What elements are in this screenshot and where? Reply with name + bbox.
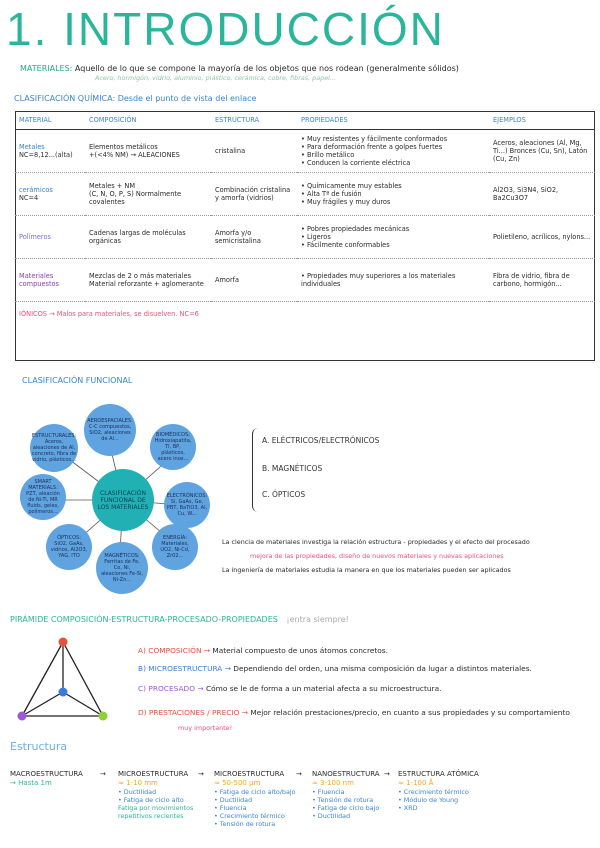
- materiales-line: [20, 64, 459, 74]
- level-name: NANOESTRUCTURA: [312, 770, 380, 778]
- node-energia: ENERGÍA: Materiales, UO2, Ni-Cd, Zr02...: [152, 524, 198, 570]
- cell-material-sub: NC=4: [19, 194, 39, 202]
- header-estructura: ESTRUCTURA: [211, 111, 297, 130]
- cell-material-sub: NC=8,12...(alta): [19, 151, 73, 159]
- level-prop: • Fatiga de ciclo bajo: [312, 804, 380, 812]
- piramide-diagram: [10, 632, 120, 727]
- piramide-key: C) PROCESADO →: [138, 684, 204, 693]
- cell-prop: • Para deformación frente a golpes fuertes: [301, 143, 443, 151]
- clasificacion-quimica-label: CLASIFICACIÓN QUÍMICA: Desde el punto de vista del enlace: [14, 94, 257, 103]
- cell-composicion-sub: +(<4% NM) → ALEACIONES: [89, 151, 180, 159]
- materiales-examples: Acero, hormigón, vidrio, aluminio, plástico, cerámica, cobre, fibras, papel...: [95, 74, 336, 82]
- table-row: [15, 173, 595, 216]
- cell-prop: • Pobres propiedades mecánicas: [301, 225, 410, 233]
- level-name: MICROESTRUCTURA: [118, 770, 189, 778]
- ciencia-text: La ciencia de materiales investiga la relación estructura - propiedades y el efecto del procesado: [222, 538, 530, 546]
- node-biomedicos: BIOMÉDICOS: Hidroxiapatita, Ti, BP, plásticos, acero inox...: [150, 424, 196, 470]
- level-prop: • Fluencia: [312, 788, 345, 796]
- header-propiedades: PROPIEDADES: [297, 111, 489, 130]
- node-opticos: ÓPTICOS: SiO2, GaAs, vidrios, Al2O3, YAG, ITO: [46, 524, 92, 570]
- table-row: [15, 130, 595, 173]
- level-scale: ≈ 50-500 μm: [214, 779, 261, 787]
- level-prop: • Ductilidad: [312, 812, 351, 820]
- piramide-item-a: [138, 646, 388, 655]
- piramide-text: Dependiendo del orden, una misma composición da lugar a distintos materiales.: [233, 664, 532, 673]
- prop-opticos: C. ÓPTICOS: [262, 490, 306, 499]
- level-scale: → Hasta 1m: [10, 779, 52, 787]
- cell-estructura: Amorfa: [211, 259, 297, 302]
- header-composicion: COMPOSICIÓN: [85, 111, 211, 130]
- cell-prop: • Alta Tª de fusión: [301, 190, 362, 198]
- piramide-key: B) MICROESTRUCTURA →: [138, 664, 231, 673]
- piramide-key: D) PRESTACIONES / PRECIO →: [138, 708, 248, 717]
- funcional-center-node: CLASIFICACIÓN FUNCIONAL DE LOS MATERIALES: [92, 469, 154, 531]
- level-scale: ≈ 3-100 nm: [312, 779, 354, 787]
- node-magneticos: MAGNÉTICOS: Ferritas de Fe, Co, Ni, aleaciones Fe-Si, Ni-Zn...: [96, 542, 148, 594]
- cell-composicion: Mezclas de 2 o más materiales: [89, 272, 192, 280]
- cell-composicion-sub: (C, N, O, P, S) Normalmente covalentes: [89, 190, 182, 206]
- cell-composicion-sub: Material reforzante + aglomerante: [89, 280, 204, 288]
- piramide-label: PIRÁMIDE COMPOSICIÓN-ESTRUCTURA-PROCESADO-PROPIEDADES: [10, 615, 278, 624]
- piramide-key: A) COMPOSICIÓN →: [138, 646, 211, 655]
- node-electronicos: ELECTRÓNICOS: Si, GaAs, Ge, PBT, BaTiO3, Al, Cu, W...: [164, 482, 210, 528]
- cell-prop: • Brillo metálico: [301, 151, 355, 159]
- level-prop: Fatiga por movimientos repetitivos recientes: [118, 804, 194, 820]
- estructura-title: Estructura: [10, 740, 68, 753]
- node-estructurales: ESTRUCTURALES: Aceros, aleaciones de Al, concreto, fibra de vidrio, plásticos...: [30, 424, 78, 472]
- materiales-label: MATERIALES:: [20, 64, 73, 73]
- cell-estructura: Amorfa y/o semicristalina: [211, 216, 297, 259]
- level-prop: • Módulo de Young: [398, 796, 459, 804]
- level-prop: • Ductilidad: [214, 796, 253, 804]
- level-prop: • Crecimiento térmico: [398, 788, 469, 796]
- level-prop: • Ductilidad: [118, 788, 157, 796]
- level-prop: • XRD: [398, 804, 418, 812]
- cell-prop: • Ligeros: [301, 233, 331, 241]
- level-scale: ≈ 1-100 Å: [398, 779, 434, 787]
- cell-prop: • Muy frágiles y muy duros: [301, 198, 391, 206]
- propiedades-brace: [252, 428, 261, 512]
- level-scale: ≈ 1-10 mm: [118, 779, 158, 787]
- piramide-text: Mejor relación prestaciones/precio, en cuanto a sus propiedades y su comportamiento: [250, 708, 570, 717]
- level-prop: • Fatiga de ciclo alto: [118, 796, 184, 804]
- piramide-title: [10, 615, 349, 625]
- cell-prop: • Muy resistentes y fácilmente conformados: [301, 135, 448, 143]
- level-name: ESTRUCTURA ATÓMICA: [398, 770, 479, 778]
- level-prop: • Crecimiento térmico: [214, 812, 285, 820]
- cell-prop: • Fácilmente conformables: [301, 241, 390, 249]
- cell-material: Polímeros: [19, 233, 51, 241]
- level-macro: [10, 770, 83, 788]
- ciencia-sub: mejora de las propiedades, diseño de nuevos materiales y nuevas aplicaciones: [250, 552, 504, 560]
- arrow-2: →: [198, 770, 204, 778]
- materiales-text: Aquello de lo que se compone la mayoría de los objetos que nos rodean (generalmente sólidos): [74, 64, 459, 73]
- prop-magneticos: B. MAGNÉTICOS: [262, 464, 323, 473]
- level-nano: [312, 770, 392, 820]
- cell-composicion: Elementos metálicos: [89, 143, 158, 151]
- cell-prop: • Propiedades muy superiores a los materiales individuales: [301, 272, 456, 288]
- ingenieria-text: La ingeniería de materiales estudia la manera en que los materiales pueden ser aplicados: [222, 566, 511, 574]
- node-aeroespaciales: AEROESPACIALES: C-C compuestos, SiO2, aleaciones de Al...: [84, 404, 136, 456]
- node-smart-materials: SMART MATERIALS: PZT, aleación de Ni-Ti, MR fluids, geles, polímeros...: [20, 474, 66, 520]
- level-atomica: [398, 770, 498, 812]
- piramide-item-c: [138, 684, 441, 693]
- page-title: 1. INTRODUCCIÓN: [6, 3, 445, 55]
- clasificacion-table: [15, 111, 595, 326]
- level-prop: • Tensión de rotura: [312, 796, 374, 804]
- level-name: MICROESTRUCTURA: [214, 770, 285, 778]
- header-material: MATERIAL: [15, 111, 85, 130]
- muy-importante-note: muy importante!: [178, 724, 233, 732]
- cell-composicion: Metales + NM: [89, 182, 136, 190]
- piramide-text: Cómo se le de forma a un material afecta a su microestructura.: [205, 684, 442, 693]
- arrow-1: →: [100, 770, 106, 778]
- cell-estructura: Combinación cristalina y amorfa (vidrios): [211, 173, 297, 216]
- cell-material: Metales: [19, 143, 45, 151]
- cell-estructura: cristalina: [211, 130, 297, 173]
- cell-ejemplos: Polietileno, acrílicos, nylons...: [489, 216, 595, 259]
- arrow-4: →: [384, 770, 390, 778]
- header-ejemplos: EJEMPLOS: [489, 111, 595, 130]
- cell-ejemplos: Al2O3, Si3N4, SiO2, Ba2Cu3O7: [489, 173, 595, 216]
- level-prop: • Tensión de rotura: [214, 820, 276, 828]
- arrow-3: →: [296, 770, 302, 778]
- cell-material: Materiales compuestos: [19, 272, 59, 288]
- level-prop: • Fluencia: [214, 804, 247, 812]
- cell-prop: • Conducen la corriente eléctrica: [301, 159, 411, 167]
- cell-ejemplos: Fibra de vidrio, fibra de carbono, hormigón...: [489, 259, 595, 302]
- prop-electricos: A. ELÉCTRICOS/ELECTRÓNICOS: [262, 436, 380, 445]
- table-row: [15, 216, 595, 259]
- cell-material: cerámicos: [19, 186, 53, 194]
- cell-prop: • Químicamente muy estables: [301, 182, 402, 190]
- piramide-text: Material compuesto de unos átomos concretos.: [212, 646, 388, 655]
- table-row: [15, 259, 595, 302]
- cell-ejemplos: Aceros, aleaciones (Al, Mg, Ti...) Bronces (Cu, Sn), Latón (Cu, Zn): [489, 130, 595, 173]
- level-name: MACROESTRUCTURA: [10, 770, 83, 778]
- piramide-item-d: [138, 708, 593, 717]
- clasificacion-funcional-label: CLASIFICACIÓN FUNCIONAL: [22, 376, 133, 385]
- level-prop: • Fatiga de ciclo alto/bajo: [214, 788, 296, 796]
- piramide-item-b: [138, 664, 588, 673]
- piramide-note: ¡entra siempre!: [286, 615, 349, 624]
- ionicos-note: IÓNICOS → Malos para materiales, se disuelven. NC=6: [19, 310, 199, 318]
- cell-composicion: Cadenas largas de moléculas orgánicas: [89, 229, 186, 245]
